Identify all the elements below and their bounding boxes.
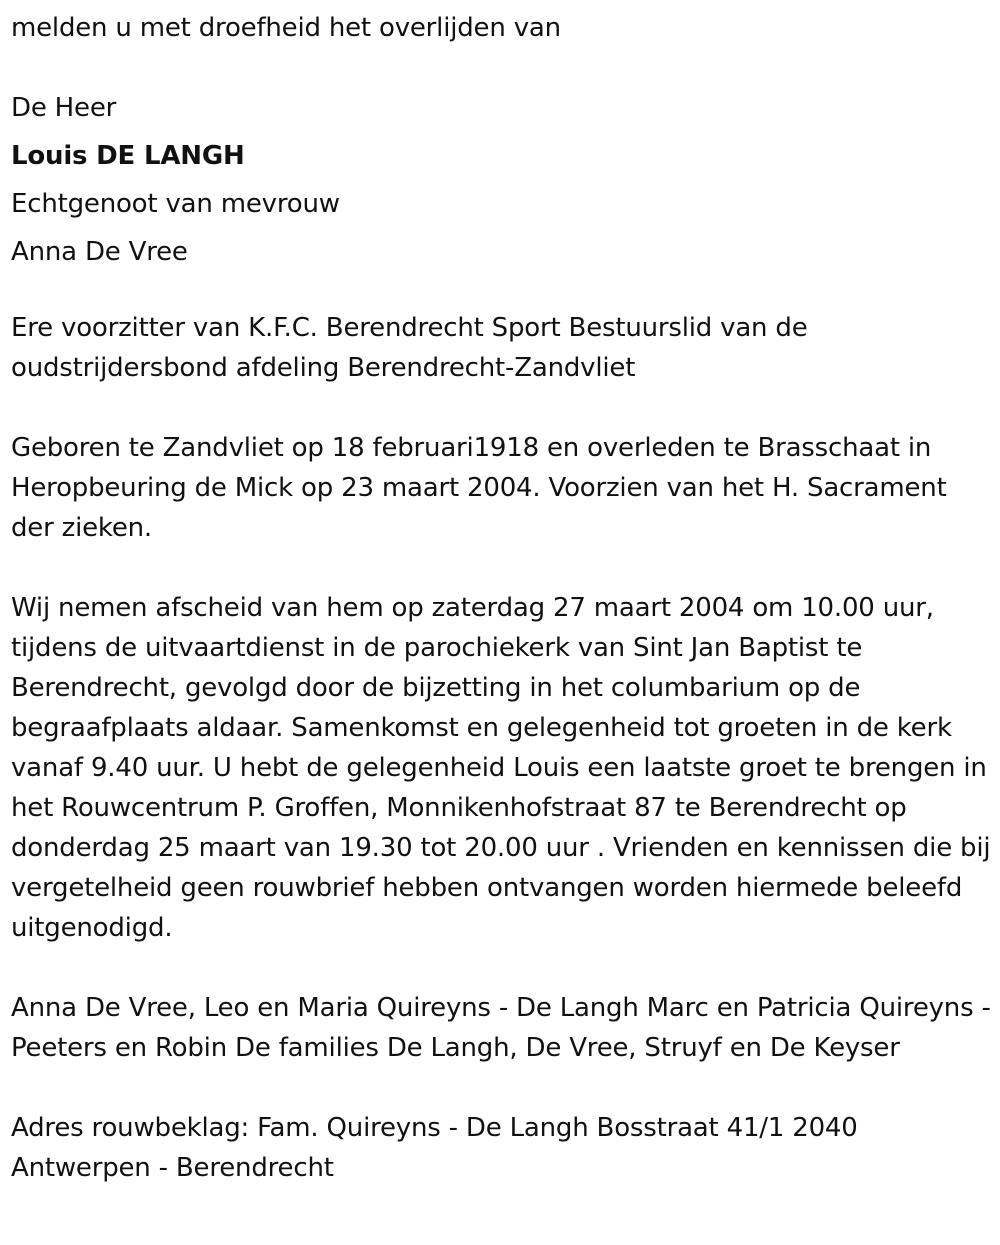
deceased-name: Louis DE LANGH: [11, 141, 245, 171]
family-paragraph: Anna De Vree, Leo en Maria Quireyns - De Langh Marc en Patricia Quireyns - Peeters en Robin De families De Langh, De Vree, Struyf en De Keyser: [11, 993, 991, 1063]
intro-text: melden u met droefheid het overlijden van: [11, 13, 561, 43]
roles-paragraph: Ere voorzitter van K.F.C. Berendrecht Sport Bestuurslid van de oudstrijdersbond afdeling Berendrecht-Zandvliet: [11, 313, 808, 383]
honorific: De Heer: [11, 93, 117, 123]
address-paragraph: Adres rouwbeklag: Fam. Quireyns - De Langh Bosstraat 41/1 2040 Antwerpen - Berendrecht: [11, 1113, 858, 1183]
spouse-label: Echtgenoot van mevrouw: [11, 189, 340, 219]
spouse-name: Anna De Vree: [11, 237, 188, 267]
obituary-document: [11, 4, 993, 1188]
deceased-block: [11, 84, 993, 276]
farewell-paragraph: Wij nemen afscheid van hem op zaterdag 27 maart 2004 om 10.00 uur, tijdens de uitvaartdienst in de parochiekerk van Sint Jan Baptist te Berendrecht, gevolgd door de bijzetting in het columbarium op de begraafplaats aldaar. Samenkomst en gelegenheid tot groeten in de kerk vanaf 9.40 uur. U hebt de gelegenheid Louis een laatste groet te brengen in het Rouwcentrum P. Groffen, Monnikenhofstraat 87 te Berendrecht op donderdag 25 maart van 19.30 tot 20.00 uur . Vrienden en kennissen die bij vergetelheid geen rouwbrief hebben ontvangen worden hiermede beleefd uitgenodigd.: [11, 593, 991, 943]
birth-death-paragraph: Geboren te Zandvliet op 18 februari1918 en overleden te Brasschaat in Heropbeuring de Mick op 23 maart 2004. Voorzien van het H. Sacrament der zieken.: [11, 433, 947, 543]
